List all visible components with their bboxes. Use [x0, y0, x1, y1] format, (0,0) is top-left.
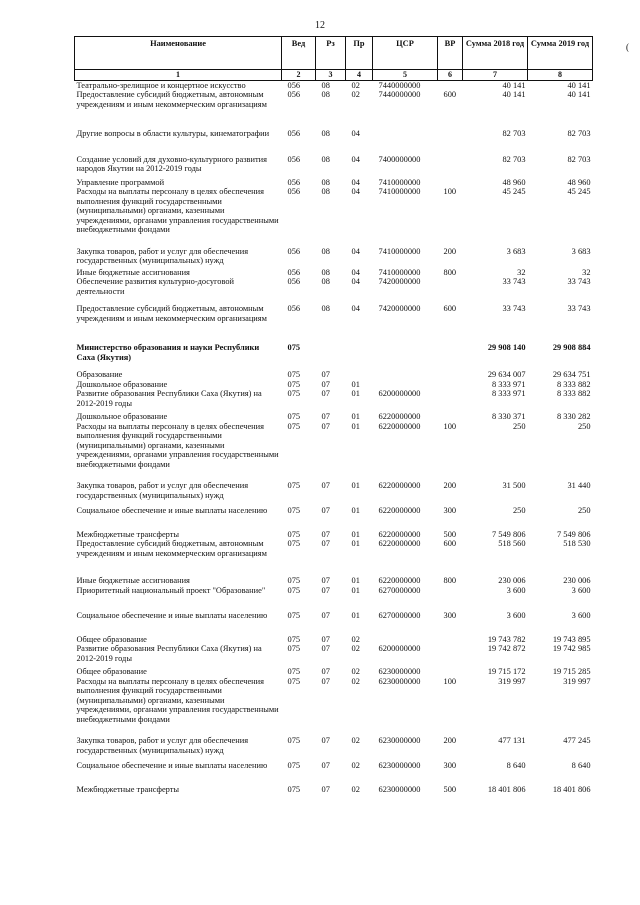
row-ved-cell: 075: [287, 576, 301, 585]
row-rz-cell: 08: [321, 154, 330, 164]
row-vr-cell: [438, 644, 463, 663]
row-rz-cell: 07: [321, 421, 330, 431]
row-sum-2018-cell: 82 703: [502, 129, 526, 138]
row-rz-cell: 08: [321, 304, 330, 313]
row-sum-2019-cell: 19 742 985: [552, 644, 591, 653]
table-row: [75, 422, 593, 470]
row-name-cell: Социальное обеспечение и иные выплаты населению: [76, 611, 268, 620]
row-rz-cell: 07: [321, 611, 330, 620]
row-pr-cell: 01: [351, 585, 360, 595]
row-sum-2018-cell: 19 743 782: [487, 634, 526, 644]
row-pr-cell: 01: [351, 481, 360, 490]
row-rz-cell: 07: [321, 676, 330, 686]
row-pr-cell: 02: [351, 784, 360, 794]
row-rz-cell: 07: [321, 736, 330, 745]
row-ved-cell: 075: [287, 529, 301, 539]
row-csr-cell: 6230000000: [378, 736, 421, 745]
row-ved-cell: 075: [287, 667, 301, 676]
row-name-cell: Межбюджетные трансферты: [76, 784, 180, 794]
row-pr-cell: 04: [351, 267, 360, 277]
row-ved-cell: 075: [287, 784, 301, 794]
row-sum-2019-cell: 48 960: [567, 177, 591, 187]
table-row: [75, 296, 593, 323]
row-sum-2018-cell: 33 743: [502, 304, 526, 313]
row-rz-cell: 07: [321, 761, 330, 770]
row-rz-cell: 07: [321, 784, 330, 794]
row-csr-cell: 6230000000: [378, 676, 421, 686]
table-row: [75, 90, 593, 109]
row-pr-cell: 02: [351, 80, 360, 90]
row-vr-cell: 100: [443, 421, 457, 431]
row-name-cell: Расходы на выплаты персоналу в целях обеспечения выполнения функций государственными (муниципальными) органами, казенными учреждениями, органами управления государственными внебюджетными фондами: [76, 187, 279, 234]
row-pr-cell: 02: [351, 676, 360, 686]
row-name-cell: Театрально-зрелищное и концертное искусство: [76, 80, 246, 90]
row-vr-cell: [438, 663, 463, 677]
row-name-cell: Предоставление субсидий бюджетным, автономным учреждениям и иным некоммерческим организациям: [76, 304, 267, 323]
row-sum-2019-cell: 3 683: [571, 246, 591, 256]
column-number: 1: [75, 70, 282, 81]
row-vr-cell: 100: [443, 187, 457, 196]
row-vr-cell: 800: [443, 576, 457, 585]
row-csr-cell: [373, 621, 438, 645]
row-pr-cell: 02: [351, 634, 360, 644]
row-name-cell: Расходы на выплаты персоналу в целях обеспечения выполнения функций государственными (муниципальными) органами, казенными учреждениями, органами управления государственными внебюджетными фондами: [76, 421, 279, 469]
row-sum-2019-cell: 319 997: [563, 676, 591, 686]
row-rz-cell: 07: [321, 667, 330, 676]
row-ved-cell: 075: [287, 585, 301, 595]
row-sum-2019-cell: 8 333 882: [557, 379, 591, 389]
row-sum-2018-cell: 19 742 872: [487, 644, 526, 653]
table-row: [75, 380, 593, 390]
table-row: [75, 539, 593, 558]
row-sum-2018-cell: 8 333 971: [492, 389, 526, 398]
table-row: [75, 644, 593, 663]
row-name-cell: Развитие образования Республики Саха (Якутия) на 2012-2019 годы: [76, 389, 262, 408]
table-row: [75, 139, 593, 174]
row-sum-2019-cell: 29 908 884: [552, 343, 591, 352]
row-name-cell: Предоставление субсидий бюджетным, автономным учреждениям и иным некоммерческим организациям: [76, 539, 267, 558]
row-sum-2019-cell: 40 141: [567, 80, 591, 90]
table-row: [75, 389, 593, 408]
row-csr-cell: 7410000000: [378, 267, 421, 277]
row-sum-2019-cell: 250: [577, 506, 591, 515]
row-csr-cell: [373, 380, 438, 390]
row-vr-cell: 300: [443, 506, 457, 515]
row-ved-cell: 056: [287, 154, 301, 164]
table-header-row: [75, 37, 593, 70]
row-sum-2019-cell: 33 743: [567, 277, 591, 286]
row-vr-cell: 200: [443, 246, 457, 256]
row-vr-cell: 500: [443, 784, 457, 794]
row-csr-cell: 7410000000: [378, 177, 421, 187]
row-pr-cell: 01: [351, 506, 360, 515]
row-name-cell: Образование: [76, 370, 123, 379]
row-name-cell: Межбюджетные трансферты: [76, 529, 180, 539]
row-sum-2018-cell: 45 245: [502, 187, 526, 196]
row-sum-2018-cell: 250: [512, 506, 526, 515]
row-vr-cell: [438, 174, 463, 188]
table-row: [75, 362, 593, 380]
row-pr-cell: 01: [351, 611, 360, 620]
row-rz-cell: 07: [321, 644, 330, 653]
row-ved-cell: 075: [287, 539, 301, 548]
row-pr-cell: 02: [351, 736, 360, 745]
row-name-cell: Социальное обеспечение и иные выплаты населению: [76, 506, 268, 515]
table-row: [75, 621, 593, 645]
row-vr-cell: 600: [443, 304, 457, 313]
budget-table: [74, 36, 593, 794]
row-rz-cell: [316, 323, 346, 362]
column-number: 3: [316, 70, 346, 81]
row-rz-cell: 08: [321, 129, 330, 138]
row-csr-cell: 6220000000: [378, 506, 421, 515]
table-row: [75, 323, 593, 362]
header-sum-2019: Сумма 2019 год: [528, 37, 593, 70]
row-name-cell: Управление программой: [76, 177, 165, 187]
table-row: [75, 663, 593, 677]
row-csr-cell: 6220000000: [378, 539, 421, 548]
row-sum-2019-cell: 8 330 282: [557, 412, 591, 421]
row-sum-2018-cell: 8 640: [506, 761, 526, 770]
row-pr-cell: 01: [351, 576, 360, 585]
row-sum-2019-cell: 477 245: [563, 736, 591, 745]
row-pr-cell: 02: [351, 90, 360, 99]
row-csr-cell: 6220000000: [378, 481, 421, 490]
row-vr-cell: [438, 139, 463, 174]
row-sum-2019-cell: 29 634 751: [552, 370, 591, 379]
row-sum-2019-cell: 82 703: [567, 154, 591, 164]
row-sum-2018-cell: 48 960: [502, 177, 526, 187]
row-sum-2019-cell: 7 549 806: [557, 529, 591, 539]
row-vr-cell: [438, 362, 463, 380]
page-number: 12: [315, 20, 325, 31]
column-number: 6: [438, 70, 463, 81]
row-rz-cell: 08: [321, 267, 330, 277]
table-row: [75, 595, 593, 621]
row-ved-cell: 056: [287, 187, 301, 196]
row-csr-cell: 6220000000: [378, 529, 421, 539]
row-rz-cell: 08: [321, 80, 330, 90]
row-vr-cell: 300: [443, 761, 457, 770]
row-pr-cell: 01: [351, 421, 360, 431]
row-sum-2018-cell: 8 333 971: [492, 379, 526, 389]
row-name-cell: Закупка товаров, работ и услуг для обеспечения государственных (муниципальных) нужд: [76, 736, 249, 755]
row-ved-cell: 056: [287, 177, 301, 187]
table-row: [75, 500, 593, 516]
row-sum-2019-cell: 82 703: [567, 129, 591, 138]
row-name-cell: Общее образование: [76, 667, 147, 676]
row-ved-cell: 075: [287, 676, 301, 686]
row-sum-2019-cell: 32: [582, 267, 591, 277]
row-ved-cell: 075: [287, 736, 301, 745]
row-sum-2018-cell: 33 743: [502, 277, 526, 286]
row-csr-cell: 6270000000: [378, 611, 421, 620]
row-csr-cell: 7400000000: [378, 154, 421, 164]
row-rz-cell: 07: [321, 585, 330, 595]
row-pr-cell: 04: [351, 129, 360, 138]
row-sum-2019-cell: 33 743: [567, 304, 591, 313]
row-sum-2019-cell: 45 245: [567, 187, 591, 196]
row-pr-cell: 04: [351, 277, 360, 286]
row-rz-cell: 08: [321, 277, 330, 286]
row-ved-cell: 056: [287, 267, 301, 277]
row-sum-2018-cell: 518 560: [498, 539, 526, 548]
column-number-row: [75, 70, 593, 81]
row-pr-cell: 04: [351, 177, 360, 187]
row-pr-cell: 02: [351, 761, 360, 770]
row-sum-2018-cell: 32: [517, 267, 526, 277]
row-vr-cell: [438, 586, 463, 596]
row-pr-cell: 04: [351, 154, 360, 164]
table-row: [75, 266, 593, 278]
row-vr-cell: [438, 109, 463, 139]
row-name-cell: Обеспечение развития культурно-досуговой деятельности: [76, 277, 235, 296]
row-sum-2018-cell: 82 703: [502, 154, 526, 164]
row-csr-cell: 7440000000: [378, 80, 421, 90]
table-row: [75, 109, 593, 139]
row-sum-2018-cell: 319 997: [498, 676, 526, 686]
row-pr-cell: 01: [351, 412, 360, 421]
table-row: [75, 724, 593, 755]
row-vr-cell: [438, 408, 463, 422]
row-pr-cell: 01: [351, 379, 360, 389]
row-vr-cell: 600: [443, 539, 457, 548]
row-ved-cell: 075: [287, 611, 301, 620]
row-ved-cell: 075: [287, 343, 301, 352]
row-csr-cell: 7440000000: [378, 90, 421, 99]
row-csr-cell: 6230000000: [378, 667, 421, 676]
row-rz-cell: 07: [321, 370, 330, 379]
row-csr-cell: 6220000000: [378, 576, 421, 585]
row-vr-cell: 300: [443, 611, 457, 620]
row-name-cell: Дошкольное образование: [76, 412, 168, 421]
header-pr: Пр: [346, 37, 373, 70]
row-ved-cell: 075: [287, 506, 301, 515]
row-csr-cell: 6230000000: [378, 784, 421, 794]
row-name-cell: Развитие образования Республики Саха (Якутия) на 2012-2019 годы: [76, 644, 262, 663]
column-number: 8: [528, 70, 593, 81]
column-number: 5: [373, 70, 438, 81]
row-sum-2018-cell: 3 600: [506, 611, 526, 620]
row-name-cell: Дошкольное образование: [76, 379, 168, 389]
header-ved: Вед: [282, 37, 316, 70]
row-csr-cell: [373, 323, 438, 362]
row-ved-cell: 075: [287, 481, 301, 490]
row-sum-2018-cell: 31 500: [502, 481, 526, 490]
row-rz-cell: 07: [321, 389, 330, 398]
row-vr-cell: [438, 80, 463, 90]
row-name-cell: Предоставление субсидий бюджетным, автономным учреждениям и иным некоммерческим организациям: [76, 90, 267, 109]
row-sum-2019-cell: 8 333 882: [557, 389, 591, 398]
table-row: [75, 558, 593, 586]
row-ved-cell: 075: [287, 421, 301, 431]
header-sum-2018: Сумма 2018 год: [463, 37, 528, 70]
row-sum-2018-cell: 40 141: [502, 90, 526, 99]
table-body: [75, 80, 593, 794]
header-vr: ВР: [438, 37, 463, 70]
row-rz-cell: 07: [321, 634, 330, 644]
row-pr-cell: 02: [351, 667, 360, 676]
row-sum-2018-cell: 40 141: [502, 80, 526, 90]
row-sum-2019-cell: 19 715 285: [552, 667, 591, 676]
row-vr-cell: 100: [443, 676, 457, 686]
table-row: [75, 408, 593, 422]
row-rz-cell: 07: [321, 379, 330, 389]
row-pr-cell: [346, 323, 373, 362]
row-csr-cell: [373, 109, 438, 139]
row-ved-cell: 056: [287, 90, 301, 99]
row-sum-2018-cell: 19 715 172: [487, 667, 526, 676]
row-csr-cell: 7420000000: [378, 277, 421, 286]
row-name-cell: Закупка товаров, работ и услуг для обеспечения государственных (муниципальных) нужд: [76, 481, 249, 500]
table-row: [75, 771, 593, 795]
row-ved-cell: 056: [287, 80, 301, 90]
row-ved-cell: 075: [287, 412, 301, 421]
row-sum-2019-cell: 31 440: [567, 481, 591, 490]
row-rz-cell: 07: [321, 529, 330, 539]
table-row: [75, 755, 593, 771]
row-sum-2019-cell: 518 530: [563, 539, 591, 548]
row-csr-cell: 6200000000: [378, 644, 421, 653]
row-sum-2019-cell: 250: [577, 421, 591, 431]
row-csr-cell: [373, 362, 438, 380]
row-vr-cell: [438, 621, 463, 645]
row-name-cell: Расходы на выплаты персоналу в целях обеспечения выполнения функций государственными (муниципальными) органами, казенными учреждениями, органами управления государственными внебюджетными фондами: [76, 676, 279, 724]
table-row: [75, 586, 593, 596]
row-sum-2018-cell: 29 908 140: [487, 343, 526, 352]
row-ved-cell: 075: [287, 389, 301, 398]
row-rz-cell: 07: [321, 576, 330, 585]
row-csr-cell: 7410000000: [378, 187, 421, 196]
row-rz-cell: 07: [321, 539, 330, 548]
table-row: [75, 677, 593, 725]
row-pr-cell: 04: [351, 187, 360, 196]
header-rz: Рз: [316, 37, 346, 70]
row-csr-cell: 6220000000: [378, 412, 421, 421]
row-sum-2019-cell: 3 600: [571, 585, 591, 595]
column-number: 4: [346, 70, 373, 81]
row-ved-cell: 075: [287, 634, 301, 644]
row-pr-cell: 02: [351, 644, 360, 653]
row-name-cell: Общее образование: [76, 634, 147, 644]
row-ved-cell: 075: [287, 761, 301, 770]
row-vr-cell: 600: [443, 90, 457, 99]
row-sum-2019-cell: 19 743 895: [552, 634, 591, 644]
table-row: [75, 80, 593, 90]
column-number: 2: [282, 70, 316, 81]
row-vr-cell: 800: [443, 267, 457, 277]
row-csr-cell: 6220000000: [378, 421, 421, 431]
row-sum-2018-cell: 7 549 806: [492, 529, 526, 539]
row-name-cell: Иные бюджетные ассигнования: [76, 576, 190, 585]
row-vr-cell: [438, 389, 463, 408]
row-name-cell: Министерство образования и науки Республики Саха (Якутия): [76, 343, 260, 362]
row-vr-cell: [438, 323, 463, 362]
row-rz-cell: 07: [321, 412, 330, 421]
table-row: [75, 277, 593, 296]
row-sum-2018-cell: 18 401 806: [487, 784, 526, 794]
table-row: [75, 187, 593, 235]
row-sum-2019-cell: 8 640: [571, 761, 591, 770]
row-sum-2018-cell: 3 683: [506, 246, 526, 256]
row-csr-cell: 7410000000: [378, 246, 421, 256]
column-number: 7: [463, 70, 528, 81]
row-name-cell: Другие вопросы в области культуры, кинематографии: [76, 129, 270, 138]
row-sum-2018-cell: 8 330 371: [492, 412, 526, 421]
row-rz-cell: 07: [321, 506, 330, 515]
row-rz-cell: 08: [321, 187, 330, 196]
row-pr-cell: 01: [351, 389, 360, 398]
row-ved-cell: 056: [287, 129, 301, 138]
row-pr-cell: [346, 362, 373, 380]
row-sum-2018-cell: 29 634 007: [487, 370, 526, 379]
row-csr-cell: 7420000000: [378, 304, 421, 313]
row-sum-2018-cell: 3 600: [506, 585, 526, 595]
row-csr-cell: 6200000000: [378, 389, 421, 398]
row-vr-cell: [438, 277, 463, 296]
row-sum-2018-cell: 250: [512, 421, 526, 431]
row-name-cell: Закупка товаров, работ и услуг для обеспечения государственных (муниципальных) нужд: [76, 246, 249, 265]
row-name-cell: Социальное обеспечение и иные выплаты населению: [76, 761, 268, 770]
row-rz-cell: 08: [321, 246, 330, 256]
header-name: Наименование: [75, 37, 282, 70]
row-ved-cell: 056: [287, 246, 301, 256]
row-ved-cell: 056: [287, 277, 301, 286]
row-pr-cell: 01: [351, 539, 360, 548]
table-row: [75, 235, 593, 266]
row-name-cell: Приоритетный национальный проект "Образование": [76, 585, 266, 595]
row-name-cell: Иные бюджетные ассигнования: [76, 267, 190, 277]
row-pr-cell: 04: [351, 246, 360, 256]
row-name-cell: Создание условий для духовно-культурного развития народов Якутии на 2012-2019 годы: [76, 154, 267, 173]
row-rz-cell: 08: [321, 177, 330, 187]
table-row: [75, 516, 593, 540]
row-sum-2019-cell: 18 401 806: [552, 784, 591, 794]
table-row: [75, 174, 593, 188]
row-pr-cell: 01: [351, 529, 360, 539]
row-rz-cell: 08: [321, 90, 330, 99]
row-sum-2018-cell: 230 006: [498, 576, 526, 585]
row-vr-cell: 200: [443, 736, 457, 745]
row-ved-cell: 075: [287, 644, 301, 653]
row-pr-cell: 04: [351, 304, 360, 313]
row-csr-cell: 6230000000: [378, 761, 421, 770]
row-vr-cell: 500: [443, 529, 457, 539]
row-ved-cell: 075: [287, 379, 301, 389]
row-vr-cell: 200: [443, 481, 457, 490]
row-ved-cell: 056: [287, 304, 301, 313]
row-sum-2019-cell: 3 600: [571, 611, 591, 620]
row-ved-cell: 075: [287, 370, 301, 379]
table-row: [75, 469, 593, 500]
row-sum-2018-cell: 477 131: [498, 736, 526, 745]
row-rz-cell: 07: [321, 481, 330, 490]
edge-mark: (: [626, 42, 629, 52]
row-sum-2019-cell: 230 006: [563, 576, 591, 585]
header-csr: ЦСР: [373, 37, 438, 70]
row-csr-cell: 6270000000: [378, 585, 421, 595]
row-sum-2019-cell: 40 141: [567, 90, 591, 99]
row-vr-cell: [438, 380, 463, 390]
